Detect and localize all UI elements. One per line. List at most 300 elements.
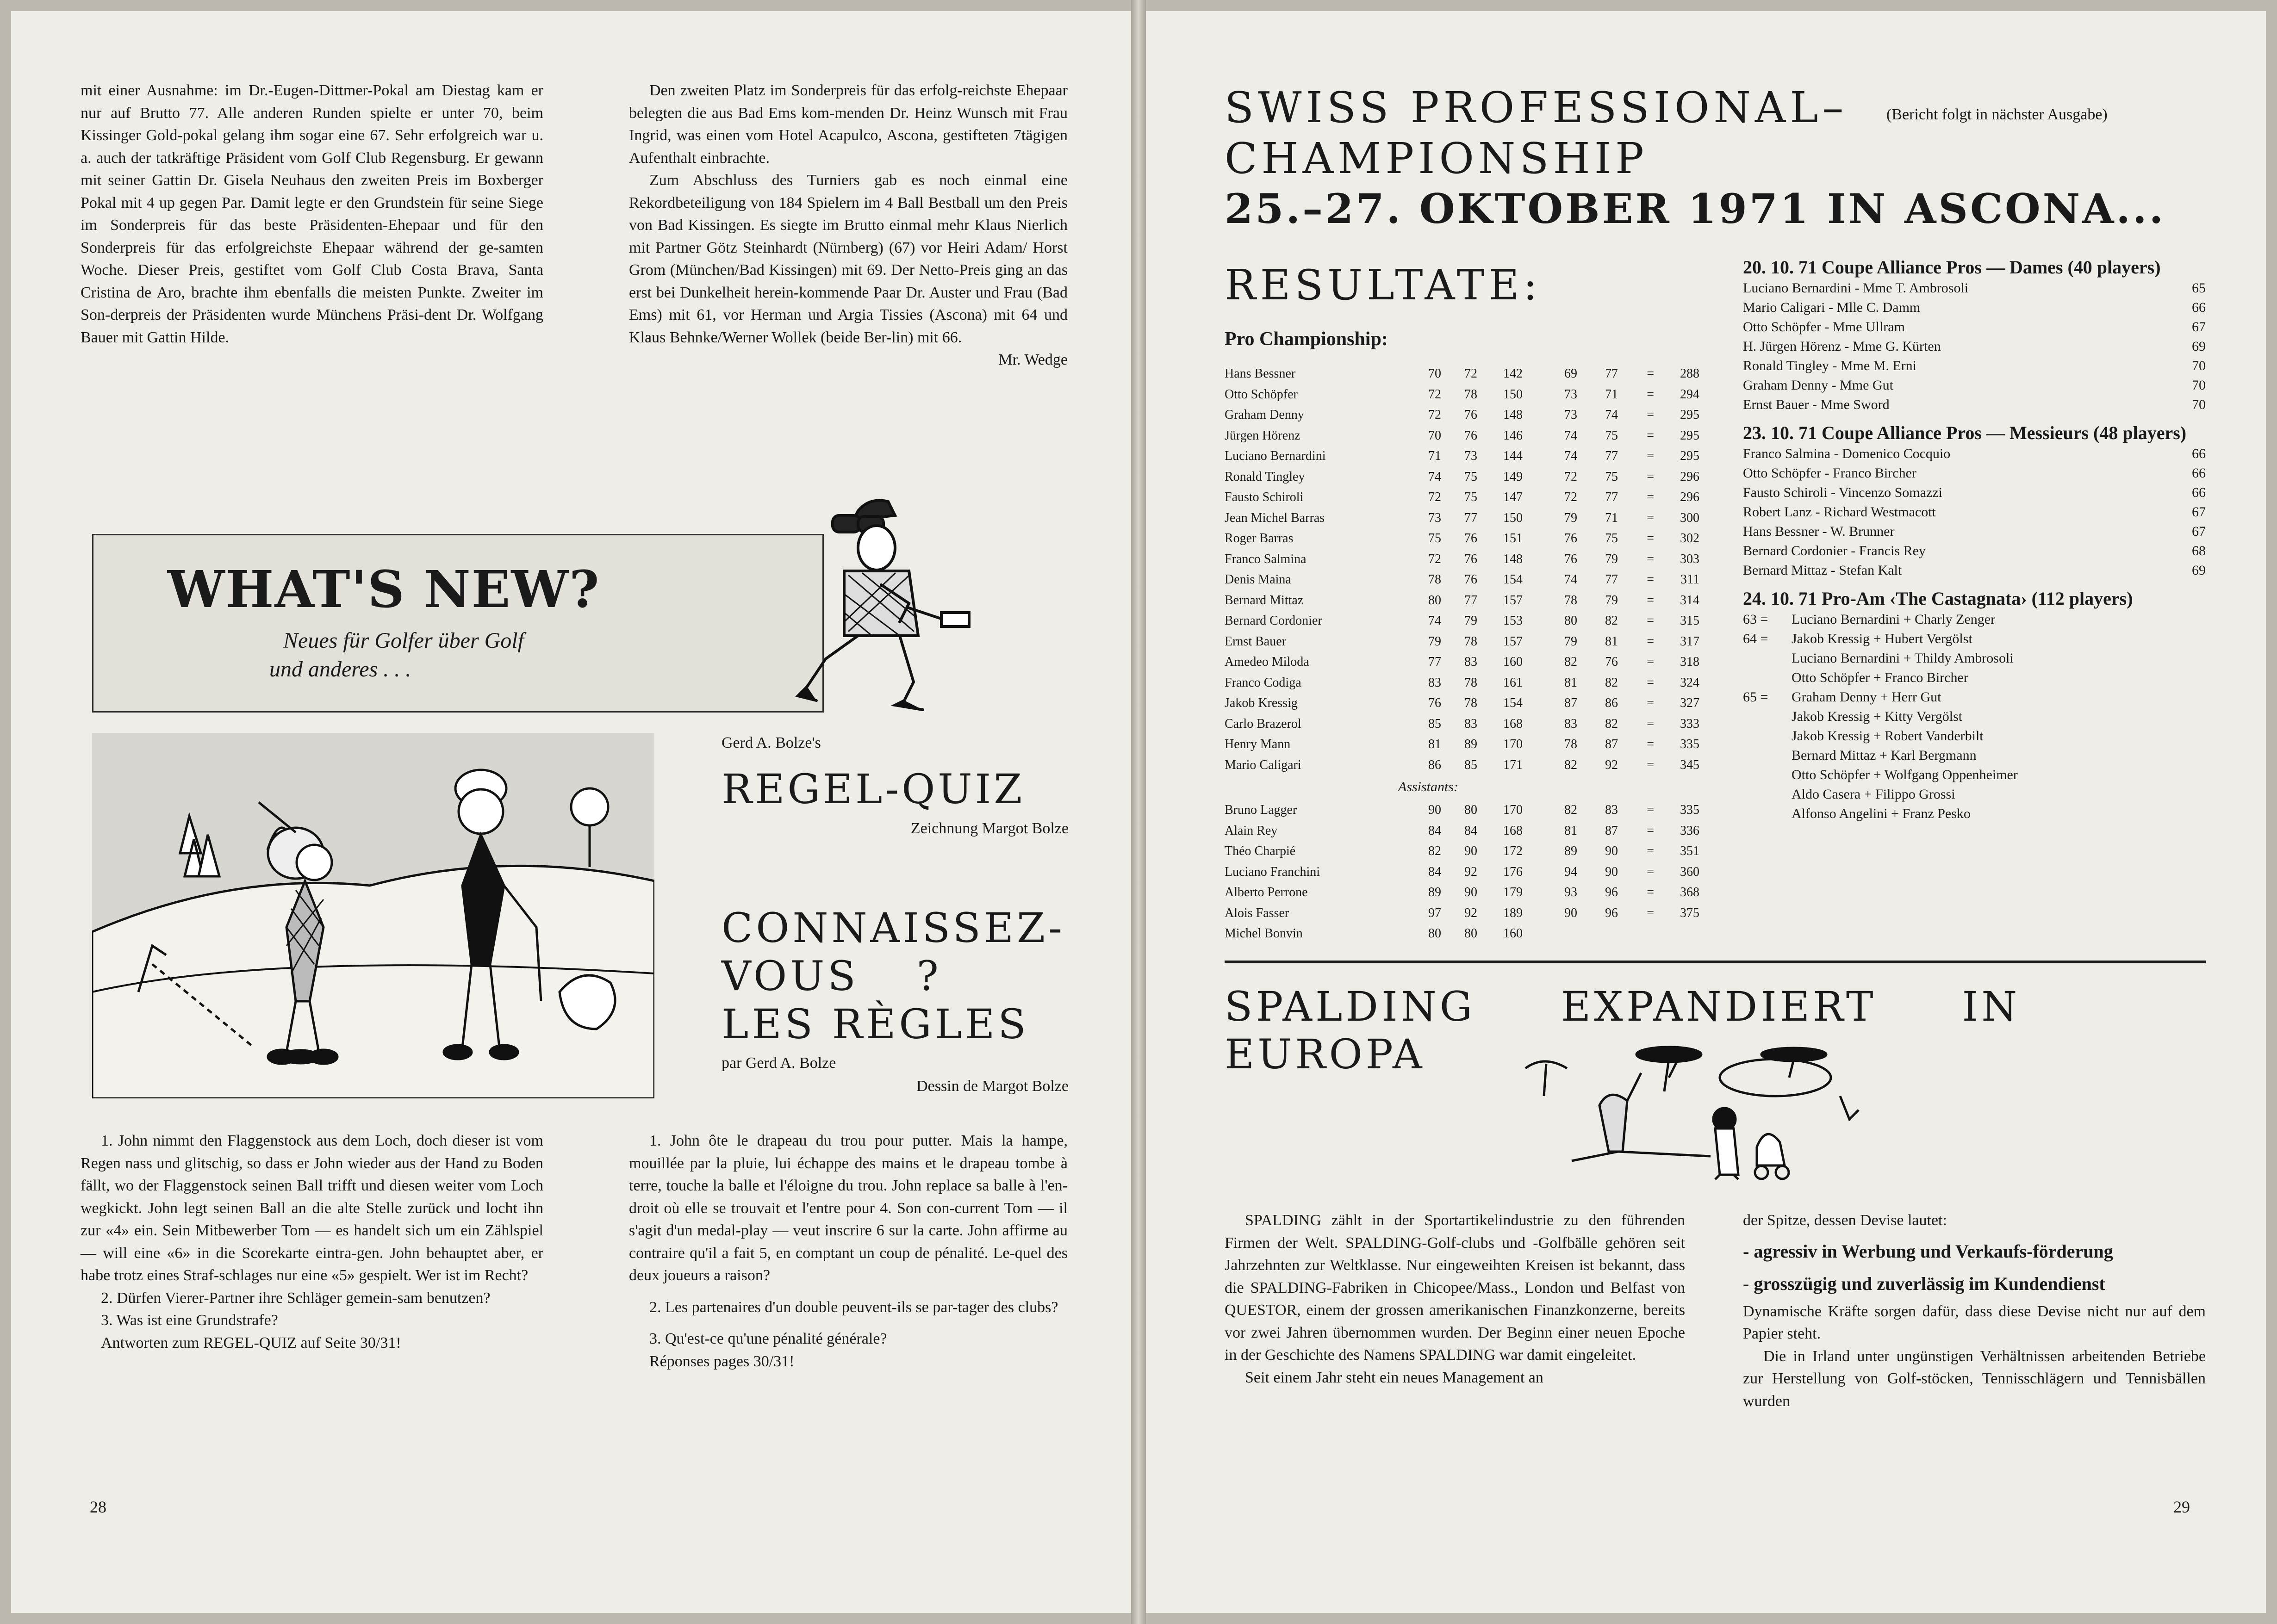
- quiz-question: 2. Dürfen Vierer-Partner ihre Schläger gemein-sam benutzen?: [101, 1289, 491, 1307]
- score-cell: 295: [1680, 449, 1699, 464]
- score-cell: 85: [1464, 757, 1477, 772]
- player-name: Alberto Perrone: [1225, 885, 1308, 900]
- page-number: 29: [2173, 1498, 2190, 1516]
- score-cell: 85: [1428, 716, 1441, 731]
- title-line3: 25.–27. OKTOBER 1971 IN ASCONA...: [1225, 185, 2166, 233]
- score-cell: 78: [1464, 696, 1477, 711]
- player-name: Bernard Cordonier: [1225, 614, 1322, 628]
- french-title-line2: VOUS ?: [722, 952, 942, 1000]
- score-cell: =: [1647, 905, 1654, 920]
- french-author: par Gerd A. Bolze: [722, 1054, 836, 1072]
- score-cell: 74: [1605, 408, 1618, 422]
- score-cell: 76: [1464, 408, 1477, 422]
- score-cell: 368: [1680, 885, 1699, 900]
- results-row: [1225, 446, 1699, 467]
- score-cell: 72: [1464, 366, 1477, 381]
- results-row: [1225, 508, 1699, 529]
- score-cell: 80: [1464, 803, 1477, 818]
- result-line: [1743, 298, 2206, 317]
- score-cell: 77: [1605, 366, 1618, 381]
- pro-results-table: [1225, 364, 1699, 775]
- score-cell: 96: [1605, 885, 1618, 900]
- score-cell: 327: [1680, 696, 1699, 711]
- player-name: Jean Michel Barras: [1225, 510, 1325, 525]
- result-pair: Otto Schöpfer + Wolfgang Oppenheimer: [1792, 767, 2018, 782]
- score-cell: =: [1647, 449, 1654, 464]
- score-cell: 295: [1680, 428, 1699, 443]
- score-cell: 77: [1605, 490, 1618, 505]
- result-line: [1743, 376, 2206, 395]
- score-cell: 148: [1503, 552, 1523, 566]
- score-cell: 78: [1464, 634, 1477, 649]
- score-cell: 74: [1564, 428, 1577, 443]
- regel-quiz-illustration: [92, 733, 654, 1098]
- results-row: [1225, 590, 1699, 611]
- title-line2: CHAMPIONSHIP: [1225, 134, 1648, 183]
- score-cell: 78: [1464, 387, 1477, 402]
- score-cell: 168: [1503, 716, 1523, 731]
- player-name: Alain Rey: [1225, 823, 1278, 838]
- results-row: [1225, 924, 1699, 944]
- score-cell: =: [1647, 593, 1654, 607]
- score-cell: 90: [1428, 803, 1441, 818]
- score-cell: =: [1647, 634, 1654, 649]
- result-line: [1743, 610, 2206, 629]
- score-cell: 82: [1564, 803, 1577, 818]
- score-cell: 161: [1503, 675, 1523, 690]
- score-cell: 142: [1503, 366, 1523, 381]
- score-cell: 149: [1503, 469, 1523, 484]
- score-cell: 92: [1605, 757, 1618, 772]
- score-cell: 72: [1564, 490, 1577, 505]
- score-cell: 147: [1503, 490, 1523, 505]
- score-cell: 76: [1428, 696, 1441, 711]
- player-name: Luciano Bernardini: [1225, 449, 1326, 464]
- whats-new-subtitle-line2: und anderes . . .: [269, 657, 411, 682]
- score-cell: 94: [1564, 864, 1577, 879]
- player-name: Jürgen Hörenz: [1225, 428, 1300, 443]
- score-cell: 150: [1503, 387, 1523, 402]
- player-name: Denis Maina: [1225, 572, 1291, 587]
- result-line: [1743, 464, 2206, 483]
- score-cell: =: [1647, 572, 1654, 587]
- quiz-french-questions: [629, 1130, 1068, 1373]
- score-cell: 87: [1605, 823, 1618, 838]
- result-pair: Hans Bessner - W. Brunner: [1743, 524, 1895, 539]
- result-score: [1743, 726, 1792, 746]
- result-score: [1743, 804, 1792, 824]
- result-pair: Jakob Kressig + Robert Vanderbilt: [1792, 728, 1984, 744]
- results-row: [1225, 405, 1699, 426]
- result-line: [1743, 522, 2206, 541]
- score-cell: 74: [1428, 614, 1441, 628]
- score-cell: [1577, 924, 1618, 944]
- score-cell: 92: [1464, 905, 1477, 920]
- score-cell: 77: [1464, 510, 1477, 525]
- result-line: [1743, 707, 2206, 726]
- quiz-question: 1. John ôte le drapeau du trou pour putter. Mais la hampe, mouillée par la pluie, lui échappe des mains et le drapeau tombe à terre, touche la balle et l'éloigne du trou. John replace sa balle à l'en-droit où elle se trouvait et l'entre pour 4. Son con-current Tom — il s'agit d'un medal-play — veut inscrire 6 sur la carte. John affirme au contraire qu'il a fait 5, en comptant un coup de pénalité. Le-quel des deux joueurs a raison?: [629, 1132, 1068, 1284]
- score-cell: =: [1647, 366, 1654, 381]
- score-cell: =: [1647, 552, 1654, 566]
- score-cell: 72: [1428, 490, 1441, 505]
- whats-new-subtitle-line1: Neues für Golfer über Golf: [283, 628, 524, 653]
- score-cell: =: [1647, 675, 1654, 690]
- score-cell: 86: [1428, 757, 1441, 772]
- score-cell: [1654, 924, 1699, 944]
- score-cell: 335: [1680, 803, 1699, 818]
- score-cell: 79: [1464, 614, 1477, 628]
- score-cell: =: [1647, 408, 1654, 422]
- player-name: Luciano Franchini: [1225, 864, 1320, 879]
- results-row: [1225, 528, 1699, 549]
- score-cell: 172: [1503, 844, 1523, 859]
- result-score: [1743, 785, 1792, 804]
- score-cell: 83: [1564, 716, 1577, 731]
- score-cell: 148: [1503, 408, 1523, 422]
- score-cell: 79: [1564, 634, 1577, 649]
- score-cell: 318: [1680, 655, 1699, 669]
- score-cell: 76: [1605, 655, 1618, 669]
- proam-heading: 24. 10. 71 Pro-Am ‹The Castagnata› (112 players): [1743, 588, 2133, 609]
- score-cell: 78: [1428, 572, 1441, 587]
- result-score: [1743, 668, 1792, 688]
- player-name: Jakob Kressig: [1225, 696, 1298, 711]
- score-cell: 80: [1428, 926, 1441, 941]
- score-cell: 73: [1564, 387, 1577, 402]
- score-cell: =: [1647, 696, 1654, 711]
- score-cell: 69: [1564, 366, 1577, 381]
- score-cell: 315: [1680, 614, 1699, 628]
- score-cell: =: [1647, 885, 1654, 900]
- results-row: [1225, 841, 1699, 862]
- score-cell: 146: [1503, 428, 1523, 443]
- score-cell: 171: [1503, 757, 1523, 772]
- quiz-answers-note: Antworten zum REGEL-QUIZ auf Seite 30/31!: [101, 1334, 401, 1351]
- pro-championship-heading: Pro Championship:: [1225, 329, 1388, 350]
- score-cell: 74: [1428, 469, 1441, 484]
- score-cell: 87: [1564, 696, 1577, 711]
- score-cell: 77: [1464, 593, 1477, 607]
- score-cell: 77: [1605, 449, 1618, 464]
- score-cell: 179: [1503, 885, 1523, 900]
- result-score: 70: [2192, 397, 2206, 412]
- result-score: 70: [2192, 358, 2206, 373]
- quiz-question: 3. Was ist eine Grundstrafe?: [101, 1312, 278, 1329]
- result-score: 68: [2192, 543, 2206, 558]
- score-cell: 336: [1680, 823, 1699, 838]
- score-cell: 144: [1503, 449, 1523, 464]
- player-name: Michel Bonvin: [1225, 926, 1303, 941]
- score-cell: 317: [1680, 634, 1699, 649]
- player-name: Franco Salmina: [1225, 552, 1306, 566]
- devise-bullet: - grosszügig und zuverlässig im Kundendienst: [1743, 1273, 2105, 1294]
- score-cell: 83: [1464, 716, 1477, 731]
- score-cell: 73: [1564, 408, 1577, 422]
- score-cell: 90: [1564, 905, 1577, 920]
- score-cell: 73: [1464, 449, 1477, 464]
- score-cell: =: [1647, 614, 1654, 628]
- score-cell: =: [1647, 655, 1654, 669]
- score-cell: 154: [1503, 696, 1523, 711]
- score-cell: 72: [1564, 469, 1577, 484]
- score-cell: 170: [1503, 803, 1523, 818]
- quiz-german-questions: [81, 1130, 543, 1354]
- score-cell: =: [1647, 757, 1654, 772]
- result-line: [1743, 541, 2206, 561]
- golf-landscape-illustration: [1516, 1041, 1914, 1184]
- score-cell: 87: [1605, 737, 1618, 752]
- score-cell: 76: [1464, 552, 1477, 566]
- results-row: [1225, 632, 1699, 652]
- result-line: [1743, 395, 2206, 415]
- score-cell: 333: [1680, 716, 1699, 731]
- left-col2-article-end: [629, 80, 1068, 372]
- dames-heading: 20. 10. 71 Coupe Alliance Pros — Dames (40 players): [1743, 257, 2161, 278]
- result-line: [1743, 337, 2206, 356]
- whats-new-box: [92, 534, 824, 713]
- score-cell: 81: [1564, 823, 1577, 838]
- score-cell: 78: [1464, 675, 1477, 690]
- results-row: [1225, 882, 1699, 903]
- player-name: Alois Fasser: [1225, 905, 1289, 920]
- score-cell: 151: [1503, 531, 1523, 546]
- assistant-results-table: [1225, 800, 1699, 944]
- result-score: 67: [2192, 319, 2206, 335]
- score-cell: 81: [1605, 634, 1618, 649]
- score-cell: 90: [1464, 844, 1477, 859]
- result-line: [1743, 444, 2206, 464]
- result-line: [1743, 746, 2206, 765]
- score-cell: 296: [1680, 469, 1699, 484]
- score-cell: =: [1647, 490, 1654, 505]
- player-name: Mario Caligari: [1225, 757, 1301, 772]
- score-cell: 84: [1428, 864, 1441, 879]
- result-line: [1743, 561, 2206, 580]
- score-cell: 80: [1464, 926, 1477, 941]
- result-line: [1743, 502, 2206, 522]
- result-pair: Fausto Schiroli - Vincenzo Somazzi: [1743, 485, 1942, 500]
- result-score: 70: [2192, 378, 2206, 393]
- article-paragraph: Seit einem Jahr steht ein neues Management an: [1245, 1369, 1543, 1386]
- score-cell: 81: [1564, 675, 1577, 690]
- quiz-drawing-credit: Zeichnung Margot Bolze: [910, 820, 1069, 837]
- score-cell: 81: [1428, 737, 1441, 752]
- score-cell: 335: [1680, 737, 1699, 752]
- score-cell: 74: [1564, 572, 1577, 587]
- score-cell: 86: [1605, 696, 1618, 711]
- result-score: [1743, 707, 1792, 726]
- score-cell: 79: [1428, 634, 1441, 649]
- score-cell: 75: [1605, 531, 1618, 546]
- score-cell: 70: [1428, 428, 1441, 443]
- results-row: [1225, 903, 1699, 924]
- results-row: [1225, 755, 1699, 776]
- result-pair: Bernard Mittaz + Karl Bergmann: [1792, 748, 1977, 763]
- score-cell: 79: [1564, 510, 1577, 525]
- french-title-line1: CONNAISSEZ-: [722, 904, 1065, 952]
- result-score: 64 =: [1743, 631, 1768, 646]
- results-heading: RESULTATE:: [1225, 261, 1542, 310]
- result-score: 67: [2192, 504, 2206, 520]
- cartoon-golfers-icon: [92, 733, 654, 1098]
- score-cell: 76: [1464, 531, 1477, 546]
- score-cell: 168: [1503, 823, 1523, 838]
- result-score: 67: [2192, 524, 2206, 539]
- result-score: 66: [2192, 485, 2206, 500]
- results-row: [1225, 384, 1699, 405]
- result-score: [1743, 649, 1792, 668]
- result-line: [1743, 483, 2206, 502]
- score-cell: =: [1647, 510, 1654, 525]
- player-name: Ronald Tingley: [1225, 469, 1305, 484]
- result-line: [1743, 317, 2206, 337]
- player-name: Fausto Schiroli: [1225, 490, 1304, 505]
- title-note: (Bericht folgt in nächster Ausgabe): [1886, 106, 2108, 123]
- player-name: Graham Denny: [1225, 408, 1304, 422]
- score-cell: 82: [1605, 675, 1618, 690]
- left-page: [11, 11, 1131, 1613]
- score-cell: 80: [1564, 614, 1577, 628]
- result-line: [1743, 726, 2206, 746]
- quiz-title: REGEL-QUIZ: [722, 765, 1025, 813]
- article-paragraph: Den zweiten Platz im Sonderpreis für das erfolg-reichste Ehepaar belegten die aus Bad Ems kom-menden Dr. Heinz Wunsch mit Frau Ingrid, was einen vom Hotel Acapulco, Ascona, gestifteten 7tägigen Aufenthalt einbrachte.: [629, 82, 1068, 167]
- result-pair: Graham Denny + Herr Gut: [1792, 689, 1941, 705]
- score-cell: =: [1647, 716, 1654, 731]
- result-score: 66: [2192, 446, 2206, 461]
- result-line: [1743, 356, 2206, 376]
- result-pair: Mario Caligari - Mlle C. Damm: [1743, 300, 1921, 315]
- result-pair: Franco Salmina - Domenico Cocquio: [1743, 446, 1951, 461]
- score-cell: 71: [1605, 510, 1618, 525]
- score-cell: 300: [1680, 510, 1699, 525]
- player-name: Franco Codiga: [1225, 675, 1301, 690]
- score-cell: [1523, 924, 1577, 944]
- quiz-author: Gerd A. Bolze's: [722, 734, 821, 751]
- score-cell: 360: [1680, 864, 1699, 879]
- article-paragraph: Zum Abschluss des Turniers gab es noch einmal eine Rekordbeteiligung von 184 Spielern im 4 Ball Bestball um den Preis von Bad Kissingen. Es siegte im Brutto einmal mehr Klaus Nierlich mit Partner Götz Steinhardt (Nürnberg) (67) vor Heiri Adam/ Horst Grom (München/Bad Kissingen) mit 69. Der Netto-Preis ging an das erst bei Dunkelheit herein-kommende Paar Dr. Auster und Frau (Bad Ems) mit 61, vor Herman und Argia Tissies (Ascona) mit 64 und Klaus Behnke/Werner Wollek (beide Ber-lin) mit 66.: [629, 172, 1068, 346]
- section-divider: [1225, 961, 2206, 963]
- score-cell: 93: [1564, 885, 1577, 900]
- result-line: [1743, 804, 2206, 824]
- player-name: Roger Barras: [1225, 531, 1294, 546]
- article-paragraph: Die in Irland unter ungünstigen Verhältnissen arbeitenden Betriebe zur Herstellung von Golf-stöcken, Tennisschlägern und Tennisbällen wurden: [1743, 1347, 2206, 1410]
- score-cell: [1618, 924, 1654, 944]
- score-cell: 82: [1564, 757, 1577, 772]
- score-cell: 150: [1503, 510, 1523, 525]
- result-line: [1743, 688, 2206, 707]
- result-pair: Ronald Tingley - Mme M. Erni: [1743, 358, 1917, 373]
- score-cell: 96: [1605, 905, 1618, 920]
- score-cell: 170: [1503, 737, 1523, 752]
- score-cell: =: [1647, 864, 1654, 879]
- result-score: 66: [2192, 465, 2206, 481]
- score-cell: 324: [1680, 675, 1699, 690]
- score-cell: 71: [1428, 449, 1441, 464]
- score-cell: 79: [1605, 593, 1618, 607]
- result-pair: Otto Schöpfer - Mme Ullram: [1743, 319, 1905, 335]
- results-row: [1225, 734, 1699, 755]
- score-cell: =: [1647, 387, 1654, 402]
- score-cell: 189: [1503, 905, 1523, 920]
- score-cell: 345: [1680, 757, 1699, 772]
- score-cell: 160: [1503, 655, 1523, 669]
- messieurs-heading: 23. 10. 71 Coupe Alliance Pros — Messieurs (48 players): [1743, 422, 2187, 443]
- quiz-question: 3. Qu'est-ce qu'une pénalité générale?: [649, 1330, 887, 1347]
- page-number: 28: [90, 1498, 106, 1516]
- score-cell: 76: [1464, 428, 1477, 443]
- spalding-title-text: SPALDING EXPANDIERT IN EUROPA: [1225, 983, 2021, 1078]
- player-name: Bruno Lagger: [1225, 803, 1297, 818]
- title-line1: SWISS PROFESSIONAL–: [1225, 83, 1848, 132]
- result-pair: H. Jürgen Hörenz - Mme G. Kürten: [1743, 339, 1941, 354]
- score-cell: 78: [1564, 737, 1577, 752]
- score-cell: 83: [1605, 803, 1618, 818]
- score-cell: 76: [1464, 572, 1477, 587]
- score-cell: 90: [1605, 844, 1618, 859]
- score-cell: 311: [1680, 572, 1699, 587]
- score-cell: 90: [1464, 885, 1477, 900]
- player-name: Carlo Brazerol: [1225, 716, 1301, 731]
- right-page: [1146, 11, 2266, 1613]
- score-cell: 295: [1680, 408, 1699, 422]
- result-score: [1743, 746, 1792, 765]
- result-pair: Bernard Cordonier - Francis Rey: [1743, 543, 1926, 558]
- results-row: [1225, 673, 1699, 694]
- score-cell: 75: [1605, 469, 1618, 484]
- score-cell: 160: [1503, 926, 1523, 941]
- results-row: [1225, 426, 1699, 446]
- result-line: [1743, 649, 2206, 668]
- result-pair: Ernst Bauer - Mme Sword: [1743, 397, 1890, 412]
- score-cell: 83: [1464, 655, 1477, 669]
- player-name: Otto Schöpfer: [1225, 387, 1298, 402]
- dames-list: [1743, 279, 2206, 415]
- score-cell: 71: [1605, 387, 1618, 402]
- golfer-binoculars-illustration: [789, 483, 983, 724]
- result-pair: Luciano Bernardini + Thildy Ambrosoli: [1792, 651, 2014, 666]
- result-pair: Otto Schöpfer - Franco Bircher: [1743, 465, 1916, 481]
- score-cell: 72: [1428, 552, 1441, 566]
- score-cell: 76: [1564, 552, 1577, 566]
- proam-list: [1743, 610, 2206, 824]
- french-title-line3: LES RÈGLES: [722, 1000, 1029, 1048]
- result-pair: Jakob Kressig + Kitty Vergölst: [1792, 709, 1963, 724]
- result-pair: Robert Lanz - Richard Westmacott: [1743, 504, 1936, 520]
- result-pair: Aldo Casera + Filippo Grossi: [1792, 787, 1955, 802]
- score-cell: 74: [1564, 449, 1577, 464]
- assistants-label: Assistants:: [1398, 779, 1459, 794]
- result-score: 66: [2192, 300, 2206, 315]
- score-cell: 89: [1428, 885, 1441, 900]
- score-cell: 296: [1680, 490, 1699, 505]
- score-cell: 314: [1680, 593, 1699, 607]
- result-pair: Jakob Kressig + Hubert Vergölst: [1792, 631, 1972, 646]
- result-line: [1743, 668, 2206, 688]
- article-paragraph: der Spitze, dessen Devise lautet:: [1743, 1212, 1947, 1229]
- score-cell: =: [1647, 531, 1654, 546]
- score-cell: 89: [1564, 844, 1577, 859]
- score-cell: 75: [1428, 531, 1441, 546]
- score-cell: 72: [1428, 408, 1441, 422]
- results-row: [1225, 714, 1699, 735]
- score-cell: 72: [1428, 387, 1441, 402]
- score-cell: 82: [1605, 614, 1618, 628]
- results-row: [1225, 821, 1699, 842]
- result-line: [1743, 785, 2206, 804]
- results-row: [1225, 611, 1699, 632]
- left-col1-article-end: [81, 80, 543, 349]
- result-pair: Luciano Bernardini - Mme T. Ambrosoli: [1743, 280, 1969, 296]
